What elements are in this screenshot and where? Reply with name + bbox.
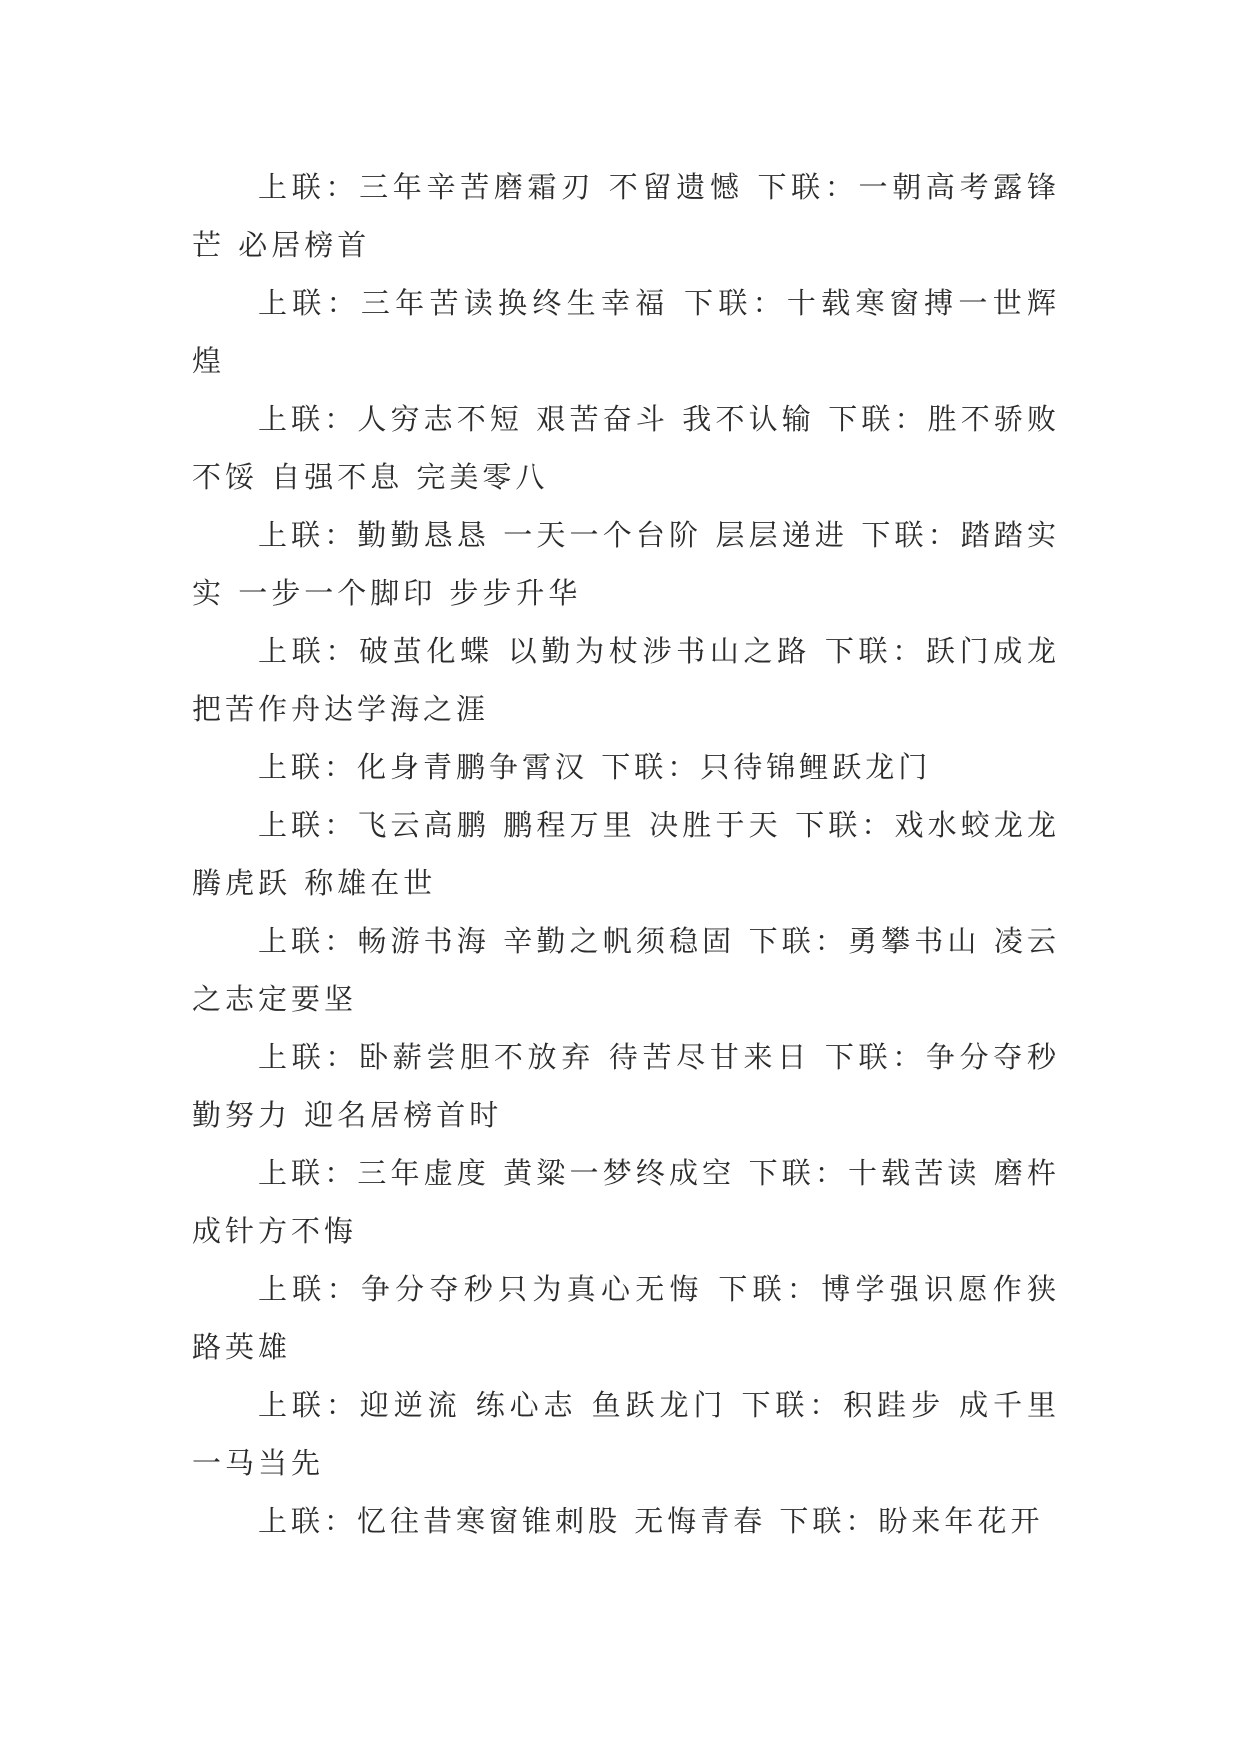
couplet-paragraph: 上联：三年虚度 黄粱一梦终成空 下联：十载苦读 磨杵成针方不悔 [192, 1156, 1060, 1248]
couplet-paragraph: 上联：飞云高鹏 鹏程万里 决胜于天 下联：戏水蛟龙龙腾虎跃 称雄在世 [192, 808, 1060, 900]
couplet-paragraph: 上联：破茧化蝶 以勤为杖涉书山之路 下联：跃门成龙把苦作舟达学海之涯 [192, 634, 1060, 726]
couplet-paragraph: 上联：三年苦读换终生幸福 下联：十载寒窗搏一世辉煌 [192, 286, 1060, 378]
couplet-paragraph: 上联：畅游书海 辛勤之帆须稳固 下联：勇攀书山 凌云之志定要坚 [192, 924, 1060, 1016]
couplet-paragraph: 上联：人穷志不短 艰苦奋斗 我不认输 下联：胜不骄败不馁 自强不息 完美零八 [192, 402, 1060, 494]
couplet-paragraph: 上联：争分夺秒只为真心无悔 下联：博学强识愿作狭路英雄 [192, 1272, 1060, 1364]
document-body [192, 158, 1060, 1550]
couplet-paragraph: 上联：迎逆流 练心志 鱼跃龙门 下联：积跬步 成千里 一马当先 [192, 1388, 1060, 1480]
couplet-paragraph: 上联：忆往昔寒窗锥刺股 无悔青春 下联：盼来年花开 [258, 1504, 1044, 1538]
couplet-paragraph: 上联：卧薪尝胆不放弃 待苦尽甘来日 下联：争分夺秒勤努力 迎名居榜首时 [192, 1040, 1060, 1132]
couplet-paragraph: 上联：三年辛苦磨霜刃 不留遗憾 下联：一朝高考露锋芒 必居榜首 [192, 170, 1060, 262]
couplet-paragraph: 上联：勤勤恳恳 一天一个台阶 层层递进 下联：踏踏实实 一步一个脚印 步步升华 [192, 518, 1060, 610]
couplet-paragraph: 上联：化身青鹏争霄汉 下联：只待锦鲤跃龙门 [258, 750, 932, 784]
